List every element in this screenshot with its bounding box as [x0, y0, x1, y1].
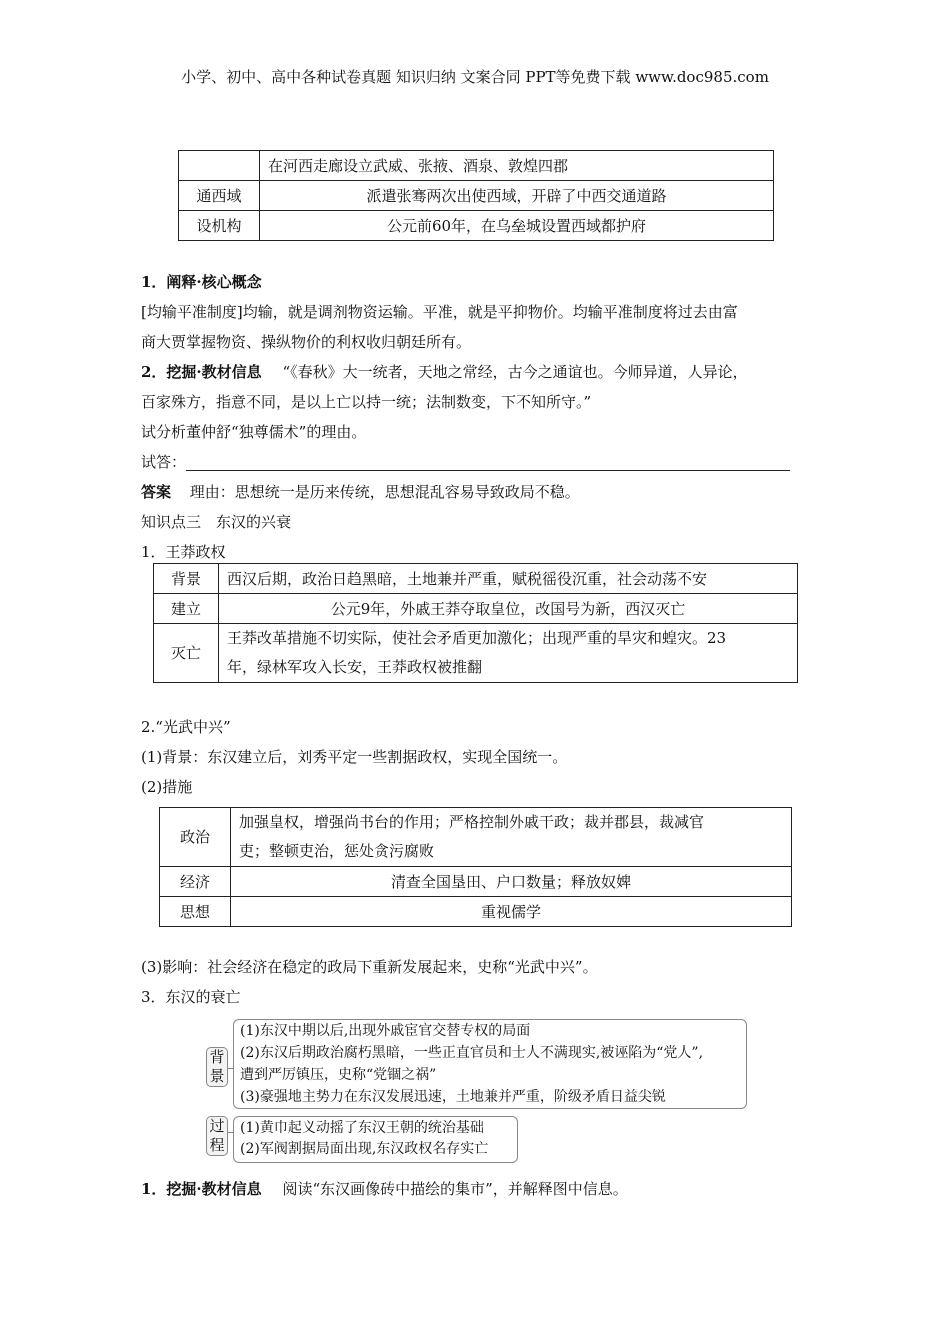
tag-process	[206, 1116, 228, 1156]
section-label: 2．挖掘·教材信息	[141, 363, 262, 381]
paragraph-line	[141, 1177, 628, 1201]
paragraph-line: 商大贾掌握物资、操纵物价的利权收归朝廷所有。	[141, 333, 472, 351]
table-row	[154, 594, 798, 624]
table-western-regions	[178, 150, 774, 241]
answer-label: 答案	[141, 483, 172, 501]
table-cell-key	[179, 151, 260, 181]
tag-char: 程	[209, 1136, 225, 1154]
question-text: 试分析董仲舒“独尊儒术”的理由。	[141, 423, 367, 441]
section-title: 1．王莽政权	[141, 543, 226, 561]
cell-line: 王莽改革措施不切实际，使社会矛盾更加激化；出现严重的旱灾和蝗灾。23	[227, 629, 727, 647]
section-title: 1．阐释·核心概念	[141, 273, 262, 291]
table-row	[179, 181, 774, 211]
paragraph-line: (1)背景：东汉建立后，刘秀平定一些割据政权，实现全国统一。	[141, 748, 568, 766]
diagram-line: (3)豪强地主势力在东汉发展迅速，土地兼并严重，阶级矛盾日益尖锐	[240, 1089, 666, 1105]
diagram-line: (1)东汉中期以后,出现外戚宦官交替专权的局面	[240, 1023, 531, 1039]
table-wang-mang	[153, 563, 798, 683]
table-cell-key: 经济	[160, 867, 231, 897]
quote-text: “《春秋》大一统者，天地之常经，古今之通谊也。今师异道，人异论，	[282, 363, 748, 381]
paragraph-line: [均输平准制度]均输，就是调剂物资运输。平准，就是平抑物价。均输平准制度将过去由富	[141, 303, 738, 321]
cell-line: 加强皇权，增强尚书台的作用；严格控制外戚干政；裁并郡县，裁减官	[239, 813, 705, 831]
answer	[141, 480, 580, 504]
table-cell-key: 通西域	[179, 181, 260, 211]
section-label: 1．挖掘·教材信息	[141, 1180, 262, 1198]
table-cell-key: 思想	[160, 897, 231, 927]
table-cell-value: 在河西走廊设立武威、张掖、酒泉、敦煌四郡	[260, 151, 774, 181]
answer-text: 理由：思想统一是历来传统，思想混乱容易导致政局不稳。	[189, 483, 580, 501]
table-cell-key: 政治	[160, 808, 231, 867]
tag-char: 背	[209, 1048, 225, 1066]
table-cell-value	[219, 624, 798, 683]
table-row	[160, 867, 792, 897]
answer-blank[interactable]	[186, 456, 790, 471]
paragraph-line	[141, 360, 748, 384]
section-title: 3．东汉的衰亡	[141, 988, 241, 1006]
instruction-text: 阅读“东汉画像砖中描绘的集市”，并解释图中信息。	[282, 1180, 628, 1198]
table-cell-value	[231, 808, 792, 867]
table-row	[160, 897, 792, 927]
table-cell-value: 公元前60年，在乌垒城设置西域都护府	[260, 211, 774, 241]
paragraph-line: (3)影响：社会经济在稳定的政局下重新发展起来，史称“光武中兴”。	[141, 958, 598, 976]
table-cell-value: 派遣张骞两次出使西域，开辟了中西交通道路	[260, 181, 774, 211]
table-measures	[159, 807, 792, 927]
tag-char: 景	[209, 1067, 225, 1085]
table-cell-value: 清查全国垦田、户口数量；释放奴婢	[231, 867, 792, 897]
table-row	[160, 808, 792, 867]
table-row	[154, 564, 798, 594]
paragraph-line: (2)措施	[141, 778, 193, 796]
diagram-line: (2)军阀割据局面出现,东汉政权名存实亡	[240, 1141, 489, 1157]
knowledge-point-title: 知识点三 东汉的兴衰	[141, 513, 292, 531]
table-cell-value: 西汉后期，政治日趋黑暗，土地兼并严重，赋税徭役沉重，社会动荡不安	[219, 564, 798, 594]
table-row	[154, 624, 798, 683]
table-cell-key: 灭亡	[154, 624, 219, 683]
tag-background	[206, 1047, 228, 1087]
diagram-line: (1)黄巾起义动摇了东汉王朝的统治基础	[240, 1120, 484, 1136]
section-title: 2.“光武中兴”	[141, 718, 231, 736]
table-cell-key: 建立	[154, 594, 219, 624]
tag-char: 过	[209, 1117, 225, 1135]
cell-line: 年，绿林军攻入长安，王莽政权被推翻	[227, 658, 483, 676]
table-cell-value: 重视儒学	[231, 897, 792, 927]
answer-prompt-label: 试答：	[141, 453, 187, 471]
paragraph-line: 百家殊方，指意不同，是以上亡以持一统；法制数变，下不知所守。”	[141, 393, 592, 411]
table-cell-key: 背景	[154, 564, 219, 594]
page-header: 小学、初中、高中各种试卷真题 知识归纳 文案合同 PPT等免费下载 www.doc985.com	[181, 68, 769, 86]
table-cell-value: 公元9年，外戚王莽夺取皇位，改国号为新，西汉灭亡	[219, 594, 798, 624]
table-row	[179, 211, 774, 241]
diagram-line: (2)东汉后期政治腐朽黑暗，一些正直官员和士人不满现实,被诬陷为“党人”,	[240, 1045, 704, 1061]
cell-line: 吏；整顿吏治，惩处贪污腐败	[239, 842, 435, 860]
table-row	[179, 151, 774, 181]
table-cell-key: 设机构	[179, 211, 260, 241]
answer-prompt	[141, 450, 790, 474]
diagram-line: 遭到严厉镇压，史称“党锢之祸”	[240, 1067, 437, 1083]
